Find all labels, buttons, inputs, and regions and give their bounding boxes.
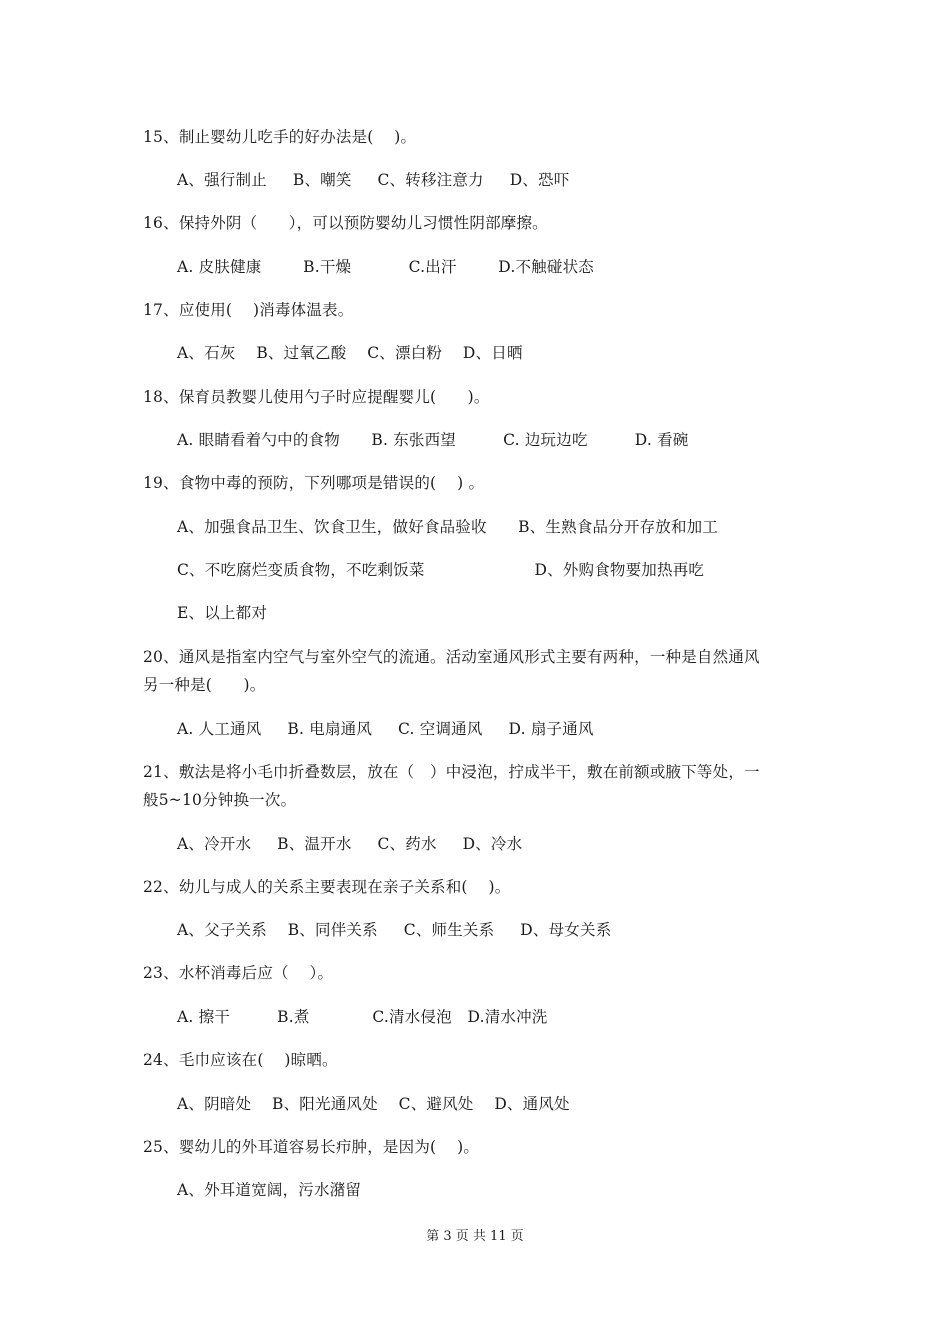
question-17: 17、应使用( )消毒体温表。 bbox=[143, 301, 354, 319]
question-20: 20、通风是指室内空气与室外空气的流通。活动室通风形式主要有两种，一种是自然通风 bbox=[143, 648, 760, 666]
question-21-options: A、冷开水 B、温开水 C、药水 D、冷水 bbox=[177, 835, 523, 853]
question-19-options-cd: C、不吃腐烂变质食物，不吃剩饭菜 D、外购食物要加热再吃 bbox=[177, 561, 705, 579]
question-24: 24、毛巾应该在( )晾晒。 bbox=[143, 1051, 338, 1069]
question-20-continued: 另一种是( )。 bbox=[143, 676, 266, 694]
question-23-options: A. 擦干 B.煮 C.清水侵泡 D.清水冲洗 bbox=[177, 1008, 548, 1026]
question-16: 16、保持外阴（ ），可以预防婴幼儿习惯性阴部摩擦。 bbox=[143, 214, 548, 232]
page-number-footer: 第 3 页 共 11 页 bbox=[426, 1229, 524, 1244]
question-21-continued: 般5~10分钟换一次。 bbox=[143, 791, 297, 809]
question-24-options: A、阴暗处 B、阳光通风处 C、避风处 D、通风处 bbox=[177, 1095, 570, 1113]
question-17-options: A、石灰 B、过氧乙酸 C、漂白粉 D、日晒 bbox=[177, 344, 523, 362]
question-22: 22、幼儿与成人的关系主要表现在亲子关系和( )。 bbox=[143, 878, 511, 896]
question-25: 25、婴幼儿的外耳道容易长疖肿，是因为( )。 bbox=[143, 1138, 480, 1156]
question-18-options: A. 眼睛看着勺中的食物 B. 东张西望 C. 边玩边吃 D. 看碗 bbox=[177, 431, 689, 449]
question-22-options: A、父子关系 B、同伴关系 C、师生关系 D、母女关系 bbox=[177, 921, 612, 939]
question-19: 19、食物中毒的预防，下列哪项是错误的( ) 。 bbox=[143, 474, 485, 492]
question-20-options: A. 人工通风 B. 电扇通风 C. 空调通风 D. 扇子通风 bbox=[177, 720, 594, 738]
question-21: 21、敷法是将小毛巾折叠数层，放在（ ）中浸泡，拧成半干，敷在前额或腋下等处，一 bbox=[143, 763, 760, 781]
question-15-options: A、强行制止 B、嘲笑 C、转移注意力 D、恐吓 bbox=[177, 171, 570, 189]
question-15: 15、制止婴幼儿吃手的好办法是( )。 bbox=[143, 128, 417, 146]
question-18: 18、保育员教婴儿使用勺子时应提醒婴儿( )。 bbox=[143, 388, 490, 406]
question-19-option-e: E、以上都对 bbox=[177, 604, 268, 622]
question-25-option-a: A、外耳道宽阔，污水潴留 bbox=[177, 1181, 362, 1199]
question-16-options: A. 皮肤健康 B.干燥 C.出汗 D.不触碰状态 bbox=[177, 258, 594, 276]
question-23: 23、水杯消毒后应（ ）。 bbox=[143, 964, 334, 982]
question-19-options-ab: A、加强食品卫生、饮食卫生，做好食品验收 B、生熟食品分开存放和加工 bbox=[177, 518, 719, 536]
